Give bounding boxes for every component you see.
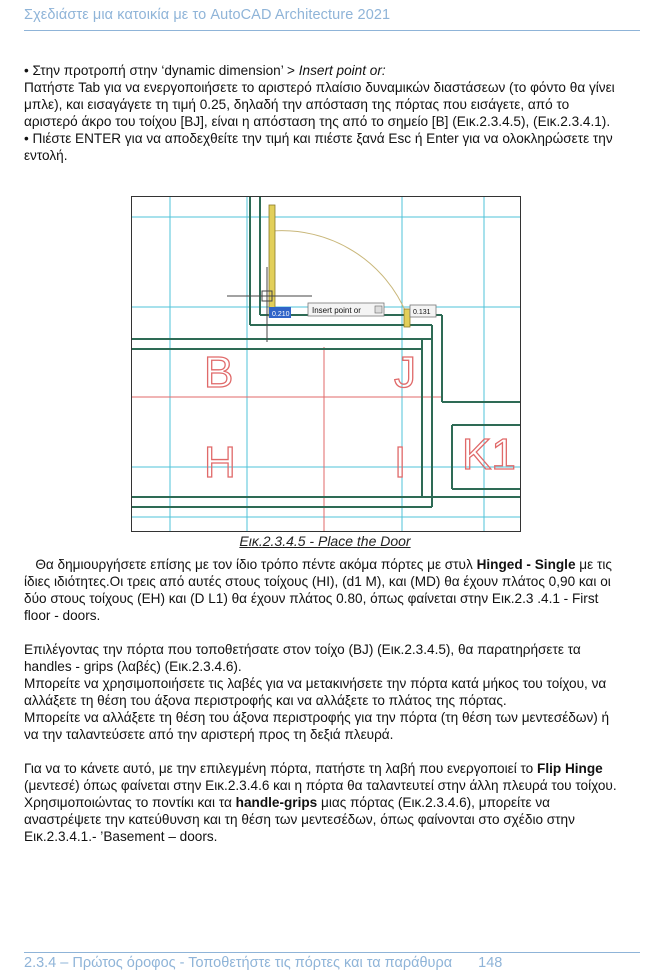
label-k1: K1: [462, 430, 516, 479]
cad-figure: [131, 196, 521, 532]
p5-bold-flip-hinge: Flip Hinge: [537, 761, 603, 776]
p5-text-a: Για να το κάνετε αυτό, με την επιλεγμένη πόρτα, πατήστε τη λαβή που ενεργοποιεί το: [24, 761, 538, 776]
p1-bold-hinged: Hinged -: [476, 557, 531, 572]
label-j: J: [394, 348, 416, 397]
para-select-door: Επιλέγοντας την πόρτα που τοποθετήσατε στον τοίχο (BJ) (Εικ.2.3.4.5), θα παρατηρήσετε τα handles - grips (λαβές) (Εικ.2.3.4.6).: [24, 642, 581, 674]
door-swing-arc: [272, 231, 407, 315]
floor-plan-drawing: [132, 197, 520, 531]
body-block: [24, 556, 624, 845]
page-footer: [24, 952, 640, 971]
page-header: [24, 6, 640, 31]
tooltip-text: Insert point or: [312, 306, 361, 315]
footer-section-title: 2.3.4 – Πρώτος όροφος - Τοποθετήστε τις πόρτες και τα παράθυρα: [24, 955, 453, 971]
para-change-hinge: Μπορείτε να αλλάξετε τη θέση του άξονα περιστροφής για την πόρτα (τη θέση των μεντεσέδων) ή να την ταλαντεύσετε από την αριστερή προς τη δεξιά πλευρά.: [24, 710, 610, 742]
figure-caption: Εικ.2.3.4.5 - Place the Door: [239, 533, 411, 549]
p6-text-a: Χρησιμοποιώντας το ποντίκι και τα: [24, 795, 236, 810]
tooltip-arrow-icon: [375, 306, 382, 313]
label-h: H: [204, 438, 236, 487]
page-number: 148: [478, 955, 503, 971]
p1-text-b: με τις ίδιες ιδιότητες.Οι τρεις από αυτές στους τοίχους (HI), (d1 M), και (MD) θα έχουν πλάτος 0,90 και οι δύο στους τοίχους (EH) και (D L1) θα έχουν πλάτος 0.80, όπως φαίνεται στην Εικ.2.3 .4.1 - First floor - doors.: [24, 557, 612, 623]
bullet-dynamic-dimension: [24, 62, 624, 79]
bullet1-text: • Στην προτροπή στην ‘dynamic dimension’ >: [24, 63, 299, 78]
bullet-enter: • Πιέστε ENTER για να αποδεχθείτε την τιμή και πιέστε ξανά Esc ή Enter για να ολοκληρώσετε την εντολή.: [24, 131, 613, 163]
spacer: [24, 624, 624, 641]
label-i: I: [394, 438, 407, 487]
grid-lines: [132, 197, 520, 531]
para-use-grips: Μπορείτε να χρησιμοποιήσετε τις λαβές για να μετακινήσετε την πόρτα κατά μήκος του τοίχου, να αλλάξετε τη θέση του άξονα περιστροφής και να αλλάξετε το πλάτος της πόρτας.: [24, 676, 607, 708]
p6-text-b: μιας πόρτας (Εικ.2.3.4.6), μπορείτε να αναστρέψετε την κατεύθυνση και τη θέση των μεντεσέδων, όπως φαίνονται στο σχέδιο στην Εικ.2.3.4.1.- ’Basement – doors.: [24, 795, 575, 844]
intro-block: [24, 62, 624, 164]
bullet1-italic: Insert point or:: [298, 63, 386, 78]
dim-right-value: 0.131: [413, 309, 431, 316]
para-handle-grips: [24, 794, 624, 845]
p5-text-b: (μεντεσέ) όπως φαίνεται στην Εικ.2.3.4.6 και η πόρτα θα ταλαντευτεί στην άλλη πλευρά του τοίχου.: [24, 778, 617, 793]
dim-left-value: 0.210: [272, 311, 290, 318]
door-jamb-right: [404, 309, 410, 327]
tab-instruction: Πατήστε Tab για να ενεργοποιήσετε το αριστερό πλαίσιο δυναμικών διαστάσεων (το φόντο θα γίνει μπλε), και εισαγάγετε τη τιμή 0.25, δηλαδή την απόσταση της πόρτας που εισάγετε, από το αριστερό άκρο του τοίχου [BJ], είναι η απόσταση της από το σημείο [B] (Εικ.2.3.4.5), (Εικ.2.3.4.1).: [24, 80, 615, 129]
para-flip-hinge: [24, 760, 624, 794]
spacer: [24, 743, 624, 760]
label-b: B: [204, 348, 234, 397]
p1-bold-single: Single: [534, 557, 576, 572]
header-title: Σχεδιάστε μια κατοικία με το AutoCAD Architecture 2021: [24, 7, 391, 23]
para-more-doors: [24, 556, 624, 624]
p6-bold-handle-grips: handle-grips: [235, 795, 318, 810]
p1-text-a: Θα δημιουργήσετε επίσης με τον ίδιο τρόπο πέντε ακόμα πόρτες με στυλ: [35, 557, 477, 572]
